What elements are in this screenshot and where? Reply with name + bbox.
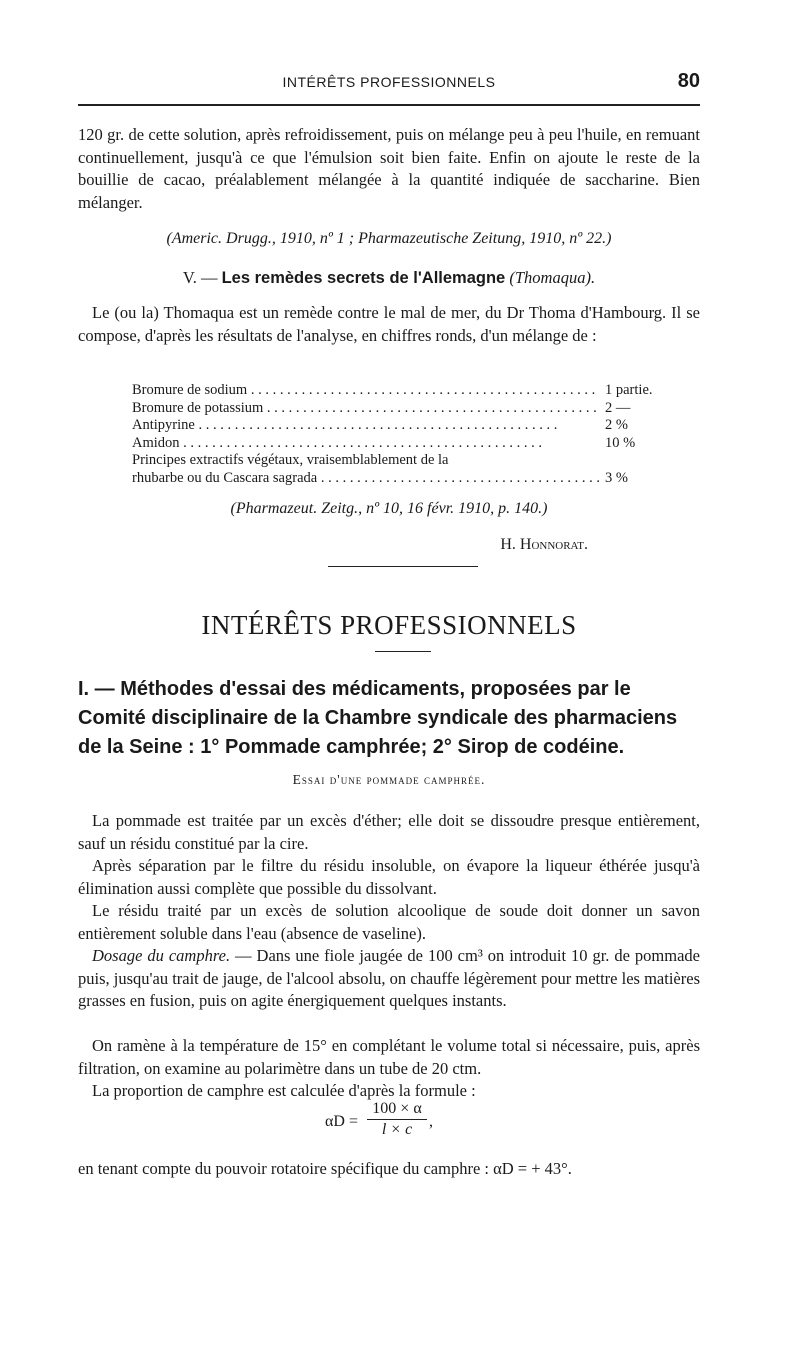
citation-2-text: (Pharmazeut. Zeitg., nº 10, 16 févr. 1910, p. 140.) (230, 500, 548, 517)
ingredient-qty: 2 — (599, 400, 677, 418)
composition-table (132, 382, 677, 487)
formula-comma: , (429, 1113, 433, 1130)
page-header (78, 70, 700, 96)
ingredient-name: Bromure de potassium . . . (132, 400, 599, 418)
composition-row-last (132, 452, 677, 487)
composition-row (132, 417, 677, 435)
section-v-heading: Les remèdes secrets de l'Allemagne (221, 269, 506, 287)
title-underline (375, 651, 431, 652)
ingredient-qty: 10 % (599, 435, 677, 453)
section-v-title (78, 268, 700, 288)
formula-numerator: 100 × α (367, 1100, 427, 1120)
formula-lhs: αD = (325, 1113, 358, 1130)
section-divider (328, 566, 478, 567)
section-i-heading: I. — Méthodes d'essai des médicaments, proposées par le Comité disciplinaire de la Chambre syndicale des pharmaciens de la Seine : 1° Pommade camphrée; 2° Sirop de codéine. (78, 678, 678, 758)
section-v-paragraph: Le (ou la) Thomaqua est un remède contre le mal de mer, du Dr Thoma d'Hambourg. Il se compose, d'après les résultats de l'analyse, en chiffres ronds, d'un mélange de : (78, 303, 700, 345)
header-rule (78, 104, 700, 106)
paragraph-3: Le résidu traité par un excès de solution alcoolique de soude doit donner un savon entièrement soluble dans l'eau (absence de vaseline). (78, 901, 700, 943)
subheading: Essai d'une pommade camphrée. (292, 772, 486, 787)
citation-1-text: (Americ. Drugg., 1910, nº 1 ; Pharmazeutische Zeitung, 1910, nº 22.) (166, 230, 612, 247)
ingredient-name: Amidon . . . (132, 435, 599, 453)
formula-denominator: l × c (381, 1121, 413, 1138)
ingredient-qty: 1 partie. (599, 382, 677, 400)
rotation-formula (325, 1100, 455, 1148)
paragraph-5: La proportion de camphre est calculée d'après la formule : (92, 1081, 476, 1100)
intro-paragraph: 120 gr. de cette solution, après refroidissement, puis on mélange peu à peu l'huile, en remuant continuellement, jusqu'à ce que l'émulsion soit bien faite. Enfin on ajoute le reste de la bouillie de cacao, préalablement mélangée à la quantité indiquée de saccharine. Bien mélanger. (78, 125, 700, 212)
section-v-note: (Thomaqua). (509, 268, 596, 287)
dosage-label: Dosage du camphre. (92, 946, 231, 965)
ingredient-name-line2: rhubarbe ou du Cascara sagrada . . . (132, 470, 599, 488)
citation-1 (78, 228, 700, 251)
main-title: INTÉRÊTS PROFESSIONNELS (201, 610, 577, 640)
composition-row (132, 382, 677, 400)
ingredient-name: Bromure de sodium . . . (132, 382, 599, 400)
paragraph-4: On ramène à la température de 15° en complétant le volume total si nécessaire, puis, après filtration, on examine au polarimètre dans un tube de 20 ctm. (78, 1036, 700, 1078)
section-v-numeral: V. — (182, 268, 218, 287)
running-title: INTÉRÊTS PROFESSIONNELS (282, 74, 496, 90)
ingredient-name-line1: Principes extractifs végétaux, vraisemblablement de la (132, 452, 449, 468)
page-number: 80 (677, 70, 700, 92)
ingredient-qty: 2 % (599, 417, 677, 435)
citation-2 (78, 498, 700, 521)
composition-row (132, 435, 677, 453)
paragraph-2: Après séparation par le filtre du résidu insoluble, on évapore la liqueur éthérée jusqu'à élimination aussi complète que possible du dissolvant. (78, 856, 700, 898)
signature: H. Honnorat. (500, 536, 588, 553)
ingredient-qty: 3 % (599, 470, 677, 488)
ingredient-name: Antipyrine . . . (132, 417, 599, 435)
dosage-paragraph (78, 945, 700, 1013)
formula-fraction (367, 1100, 427, 1139)
composition-row (132, 400, 677, 418)
dosage-text: — Dans une fiole jaugée de 100 cm³ on introduit 10 gr. de pommade puis, jusqu'au trait de jauge, de l'alcool absolu, on chauffe légèrement pour mettre les matières grasses en fusion, puis on agite énergiquement quelques instants. (78, 946, 700, 1010)
closing-line: en tenant compte du pouvoir rotatoire spécifique du camphre : αD = + 43°. (78, 1159, 572, 1178)
paragraph-1: La pommade est traitée par un excès d'éther; elle doit se dissoudre presque entièrement, sauf un résidu constitué par la cire. (78, 811, 700, 853)
